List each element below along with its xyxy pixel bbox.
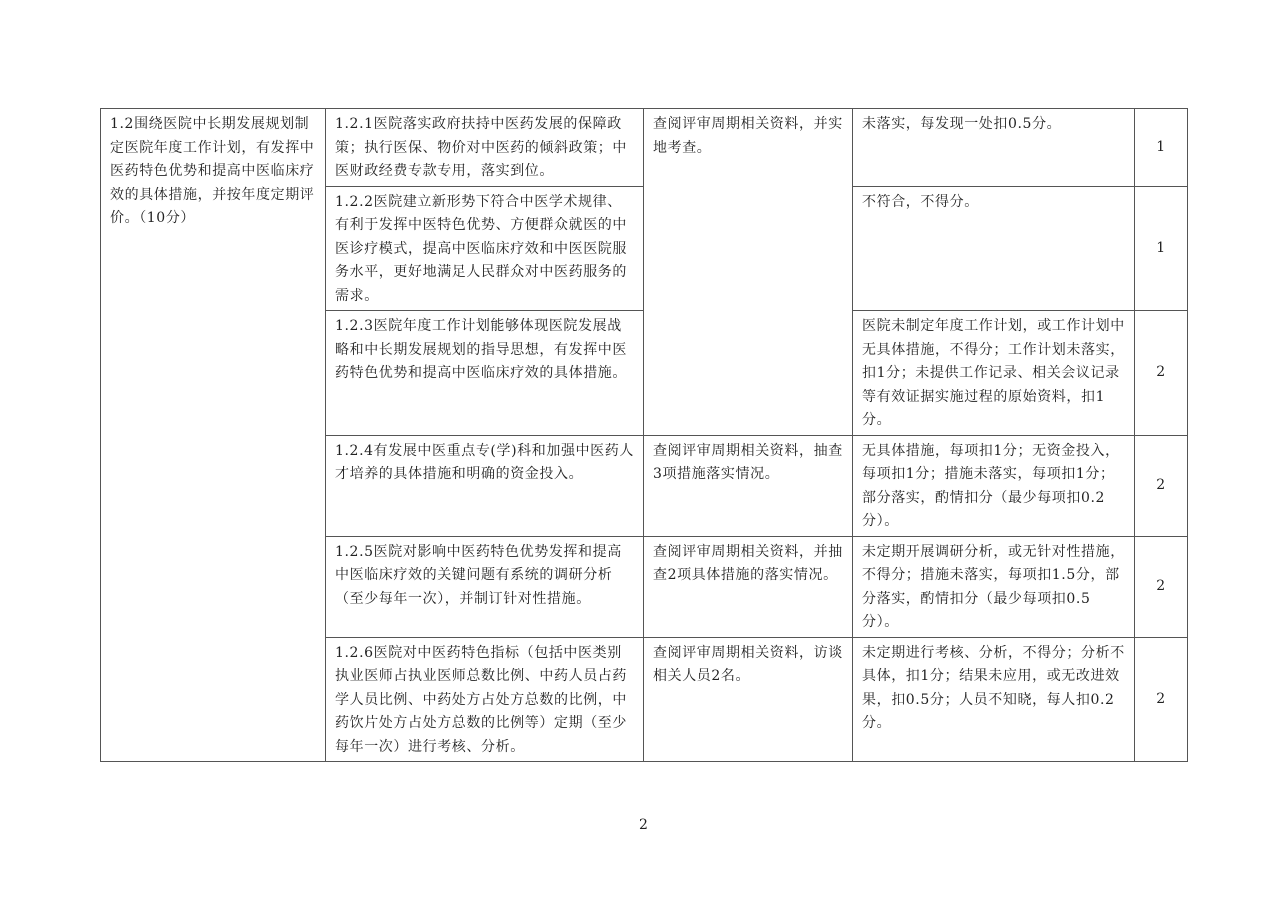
criteria-cell: 不符合，不得分。	[853, 186, 1135, 311]
category-cell: 1.2围绕医院中长期发展规划制定医院年度工作计划，有发挥中医药特色优势和提高中医临床疗效的具体措施，并按年度定期评价。（10分）	[101, 109, 326, 762]
method-cell: 查阅评审周期相关资料，访谈相关人员2名。	[644, 637, 853, 762]
item-cell: 1.2.6医院对中医药特色指标（包括中医类别执业医师占执业医师总数比例、中药人员占药学人员比例、中药处方占处方总数的比例，中药饮片处方占处方总数的比例等）定期（至少每年一次）进行考核、分析。	[326, 637, 644, 762]
score-cell: 1	[1135, 186, 1188, 311]
method-cell: 查阅评审周期相关资料，并抽查2项具体措施的落实情况。	[644, 536, 853, 637]
score-cell: 2	[1135, 311, 1188, 436]
score-cell: 2	[1135, 435, 1188, 536]
item-cell: 1.2.3医院年度工作计划能够体现医院发展战略和中长期发展规划的指导思想，有发挥中医药特色优势和提高中医临床疗效的具体措施。	[326, 311, 644, 436]
item-cell: 1.2.5医院对影响中医药特色优势发挥和提高中医临床疗效的关键问题有系统的调研分析（至少每年一次），并制订针对性措施。	[326, 536, 644, 637]
criteria-cell: 无具体措施，每项扣1分；无资金投入，每项扣1分；措施未落实，每项扣1分；部分落实，酌情扣分（最少每项扣0.2分）。	[853, 435, 1135, 536]
score-cell: 1	[1135, 109, 1188, 187]
method-cell: 查阅评审周期相关资料，抽查3项措施落实情况。	[644, 435, 853, 536]
evaluation-table	[100, 108, 1188, 762]
criteria-cell: 未定期开展调研分析，或无针对性措施，不得分；措施未落实，每项扣1.5分，部分落实，酌情扣分（最少每项扣0.5分）。	[853, 536, 1135, 637]
criteria-cell: 未落实，每发现一处扣0.5分。	[853, 109, 1135, 187]
criteria-cell: 医院未制定年度工作计划，或工作计划中无具体措施，不得分；工作计划未落实，扣1分；未提供工作记录、相关会议记录等有效证据实施过程的原始资料，扣1分。	[853, 311, 1135, 436]
criteria-cell: 未定期进行考核、分析，不得分；分析不具体，扣1分；结果未应用，或无改进效果，扣0.5分；人员不知晓，每人扣0.2分。	[853, 637, 1135, 762]
item-cell: 1.2.1医院落实政府扶持中医药发展的保障政策；执行医保、物价对中医药的倾斜政策；中医财政经费专款专用，落实到位。	[326, 109, 644, 187]
item-cell: 1.2.2医院建立新形势下符合中医学术规律、有利于发挥中医特色优势、方便群众就医的中医诊疗模式，提高中医临床疗效和中医医院服务水平，更好地满足人民群众对中医药服务的需求。	[326, 186, 644, 311]
page-number: 2	[639, 817, 648, 833]
method-cell: 查阅评审周期相关资料，并实地考查。	[644, 109, 853, 436]
table-row	[101, 109, 1188, 187]
item-cell: 1.2.4有发展中医重点专(学)科和加强中医药人才培养的具体措施和明确的资金投入。	[326, 435, 644, 536]
score-cell: 2	[1135, 637, 1188, 762]
score-cell: 2	[1135, 536, 1188, 637]
